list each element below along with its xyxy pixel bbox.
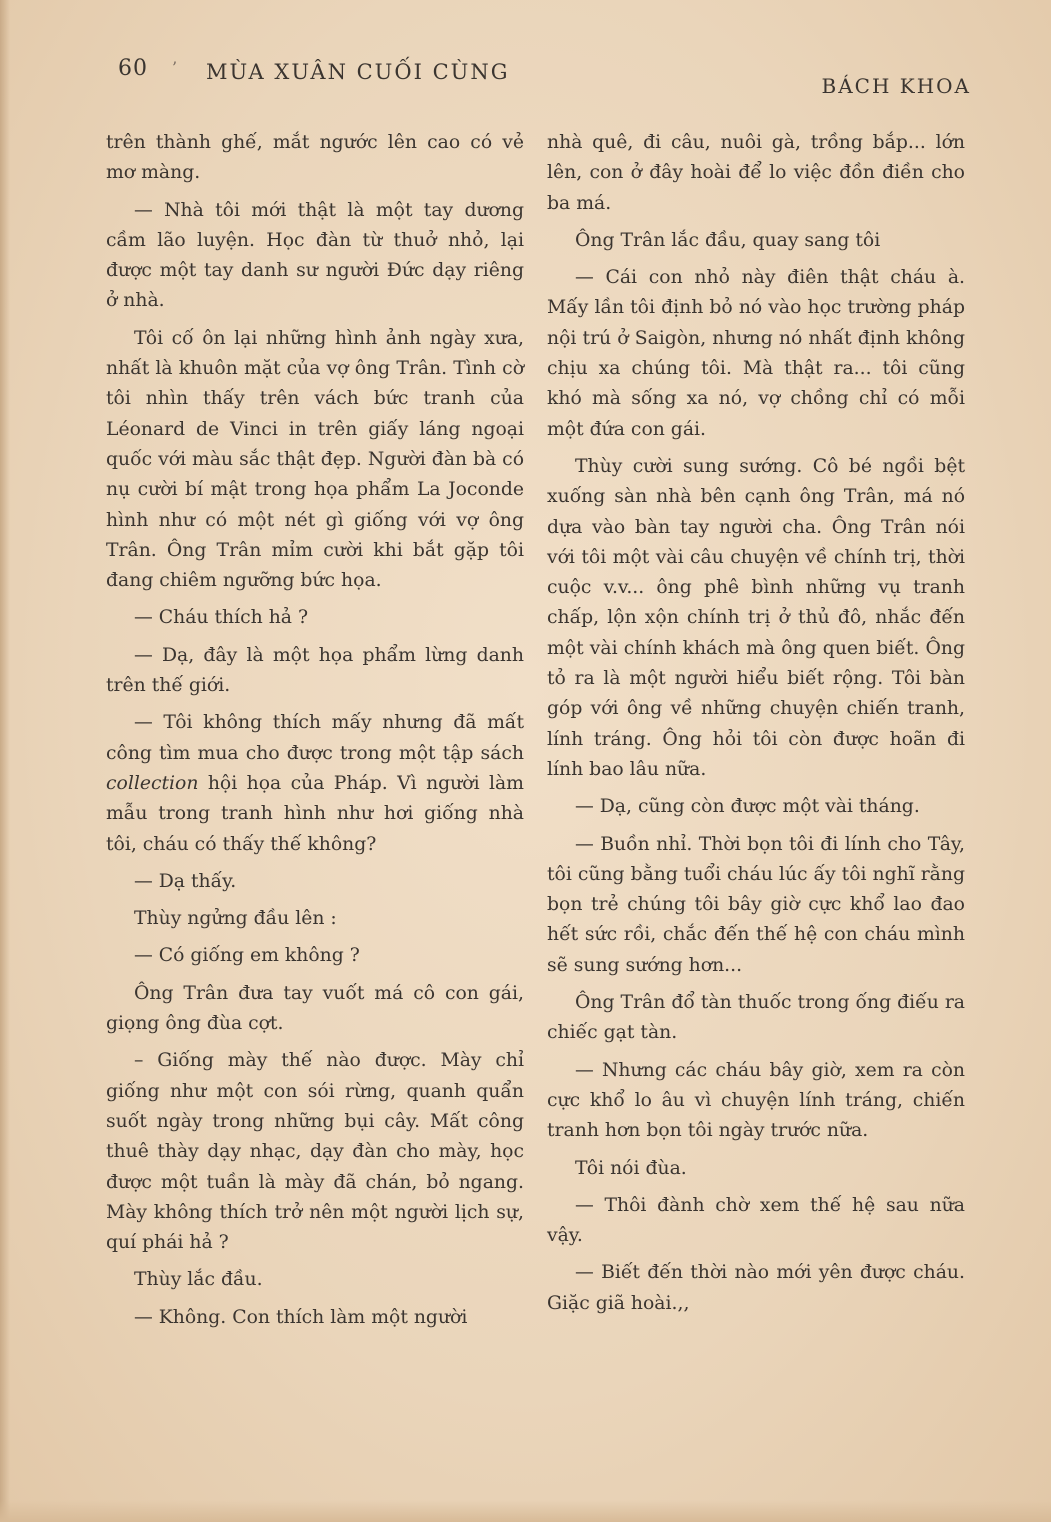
paragraph: — Dạ thấy. — [134, 870, 237, 892]
paragraph: Tôi cố ôn lại những hình ảnh ngày xưa, nhất là khuôn mặt của vợ ông Trân. Tình cờ tôi nhìn thấy trên vách bức tranh của Léonard de Vinci in trên giấy láng ngoại quốc với màu sắc thật đẹp. Người đàn bà có nụ cười bí mật trong họa phẩm La Joconde hình như có một nét gì giống với vợ ông Trân. Ông Trân mỉm cười khi bắt gặp tôi đang chiêm ngưỡng bức họa. — [106, 327, 524, 592]
paragraph: Ông Trân đổ tàn thuốc trong ống điếu ra chiếc gạt tàn. — [547, 992, 965, 1044]
paragraph: trên thành ghế, mắt ngước lên cao có vẻ mơ màng. — [106, 132, 524, 184]
paragraph: — Cháu thích hả ? — [134, 607, 309, 629]
paragraph: — Biết đến thời nào mới yên được cháu. Giặc giã hoài.,, — [547, 1262, 965, 1314]
text-run: — Tôi không thích mấy nhưng đã mất công tìm mua cho được trong một tập sách — [106, 712, 524, 764]
paragraph: — Dạ, đây là một họa phẩm lừng danh trên thế giới. — [106, 644, 524, 697]
paragraph: nhà quê, đi câu, nuôi gà, trồng bắp... lớn lên, con ở đây hoài để lo việc đồn điền cho ba má. — [547, 132, 965, 214]
paragraph: Ông Trân lắc đầu, quay sang tôi — [575, 229, 881, 251]
paragraph: Thùy ngửng đầu lên : — [134, 908, 337, 930]
page-bottom-edge-shadow — [0, 1500, 1051, 1522]
header-mark: ’ — [172, 58, 178, 77]
paragraph: — Cái con nhỏ này điên thật cháu à. Mấy lần tôi định bỏ nó vào học trường pháp nội trú ở Saigòn, nhưng nó nhất định không chịu xa chúng tôi. Mà thật ra... tôi cũng khó mà sống xa nó, vợ chồng chỉ có mỗi một đứa con gái. — [547, 267, 965, 440]
paragraph: — Không. Con thích làm một người — [134, 1306, 468, 1328]
text-run: hội họa của Pháp. Vì người làm mẫu trong tranh hình như hơi giống nhà tôi, cháu có thấy thế không? — [106, 772, 524, 855]
paragraph: — Có giống em không ? — [134, 945, 360, 967]
paragraph: — Thôi đành chờ xem thế hệ sau nữa vậy. — [547, 1194, 965, 1247]
paragraph: – Giống mày thế nào được. Mày chỉ giống như một con sói rừng, quanh quẩn suốt ngày trong những bụi cây. Mất công thuê thày dạy nhạc, dạy đàn cho mày, học được một tuần là mày đã chán, bỏ ngang. Mày không thích trở nên một người lịch sự, quí phái hả ? — [106, 1050, 524, 1254]
magazine-name: BÁCH KHOA — [821, 74, 971, 98]
paragraph: Thùy cười sung sướng. Cô bé ngồi bệt xuống sàn nhà bên cạnh ông Trân, má nó dựa vào bàn tay người cha. Ông Trân nói với tôi một vài câu chuyện về chính trị, thời cuộc v.v... ông phê bình những vụ tranh chấp, lộn xộn chính trị ở thủ đô, nhắc đến một vài chính khách mà ông quen biết. Ông tỏ ra là một người hiểu biết rộng. Tôi bàn góp với ông về những chuyện chiến tranh, lính tráng. Ông hỏi tôi còn được hoãn đi lính bao lâu nữa. — [547, 455, 965, 780]
paragraph: — Nhà tôi mới thật là một tay dương cầm lão luyện. Học đàn từ thuở nhỏ, lại được một tay danh sư người Đức dạy riêng ở nhà. — [106, 199, 524, 312]
paragraph — [106, 708, 524, 859]
page-number: 60 — [118, 56, 148, 81]
running-header — [118, 56, 971, 96]
paragraph: Tôi nói đùa. — [575, 1157, 687, 1179]
paragraph: Thùy lắc đầu. — [134, 1269, 263, 1291]
story-title: MÙA XUÂN CUỐI CÙNG — [206, 60, 510, 84]
paragraph: Ông Trân đưa tay vuốt má cô con gái, giọng ông đùa cợt. — [106, 982, 524, 1035]
paragraph: — Nhưng các cháu bây giờ, xem ra còn cực khổ lo âu vì chuyện lính tráng, chiến tranh hơn bọn tôi ngày trước nữa. — [547, 1059, 965, 1142]
page-left-edge-shadow — [0, 0, 10, 1522]
paragraph: — Buồn nhỉ. Thời bọn tôi đi lính cho Tây, tôi cũng bằng tuổi cháu lúc ấy tôi nghĩ rằng bọn trẻ chúng tôi bây giờ cực khổ lao đao hết sức rồi, chắc đến thế hệ con cháu mình sẽ sung sướng hơn... — [547, 833, 965, 976]
left-column — [106, 128, 524, 1340]
paragraph: — Dạ, cũng còn được một vài tháng. — [575, 796, 920, 818]
right-column — [547, 128, 965, 1326]
italic-word: collection — [106, 772, 199, 794]
